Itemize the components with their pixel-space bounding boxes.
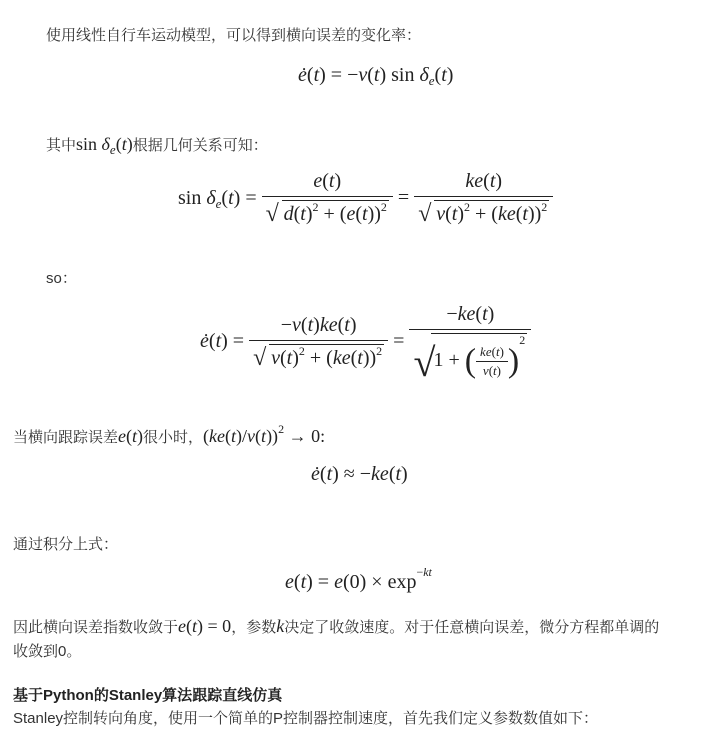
paragraph-3: so： xyxy=(46,270,77,287)
paragraph-6-prefix: 因此横向误差指数收敛于 xyxy=(13,619,179,636)
paragraph-6-suffix: 决定了收敛速度。对于任意横向误差，微分方程都单调的 xyxy=(284,619,660,636)
inline-sin-delta: $\sin \delta_e(t)$ xyxy=(76,134,133,157)
paragraph-6 xyxy=(13,615,659,639)
equation-3-fraction-2: −ke(t) √ 1 + ( $\frac{ke(t)}{v(t)}$ )$^2$ xyxy=(409,303,531,380)
equation-2: $\sin \delta_e(t)$ = e(t) √ $d(t)^2 + (e(t))^2$ = ke(t) √ $v(t)^2 + (ke(t))^2$ xyxy=(178,170,553,226)
inline-e-zero: e(t) = 0 xyxy=(178,616,232,636)
equation-2-fraction-1: e(t) √ $d(t)^2 + (e(t))^2$ xyxy=(262,170,393,226)
paragraph-2-suffix: 根据几何关系可知： xyxy=(132,137,268,154)
inline-k: k xyxy=(276,616,285,636)
equation-3: ė(t) = −v(t)ke(t) √ $v(t)^2 + (ke(t))^2$ = −ke(t) √ 1 + ( $\frac{ke(t)}{v(t)}$ )$^2$ xyxy=(200,303,531,380)
paragraph-4-prefix: 当横向跟踪误差 xyxy=(13,429,119,446)
inline-e-t: e(t) xyxy=(118,426,144,446)
section-heading: 基于Python的Stanley算法跟踪直线仿真 xyxy=(13,687,283,704)
equation-1: ė(t) = −v(t) $\sin \delta_e(t)$ xyxy=(298,64,454,88)
inline-ratio-limit: $(ke(t)/v(t))^2 \to 0$: xyxy=(203,422,326,446)
paragraph-2-prefix: 其中 xyxy=(46,137,77,154)
equation-5: $e(t) = e(0) \times \exp^{-kt}$ xyxy=(285,565,432,593)
paragraph-4-mid: 很小时， xyxy=(143,429,204,446)
paragraph-5: 通过积分上式： xyxy=(13,536,119,553)
paragraph-4 xyxy=(13,422,326,449)
paragraph-6-line-2: 收敛到0。 xyxy=(13,643,82,660)
paragraph-2 xyxy=(46,133,268,157)
equation-4: ė(t) ≈ −ke(t) xyxy=(311,463,408,485)
paragraph-7: Stanley控制转向角度，使用一个简单的P控制器控制速度，首先我们定义参数数值如下： xyxy=(13,710,599,727)
equation-2-fraction-2: ke(t) √ $v(t)^2 + (ke(t))^2$ xyxy=(414,170,553,226)
paragraph-1: 使用线性自行车运动模型，可以得到横向误差的变化率： xyxy=(46,27,422,44)
paragraph-6-mid: ，参数 xyxy=(231,619,277,636)
equation-3-fraction-1: −v(t)ke(t) √ $v(t)^2 + (ke(t))^2$ xyxy=(249,314,388,370)
